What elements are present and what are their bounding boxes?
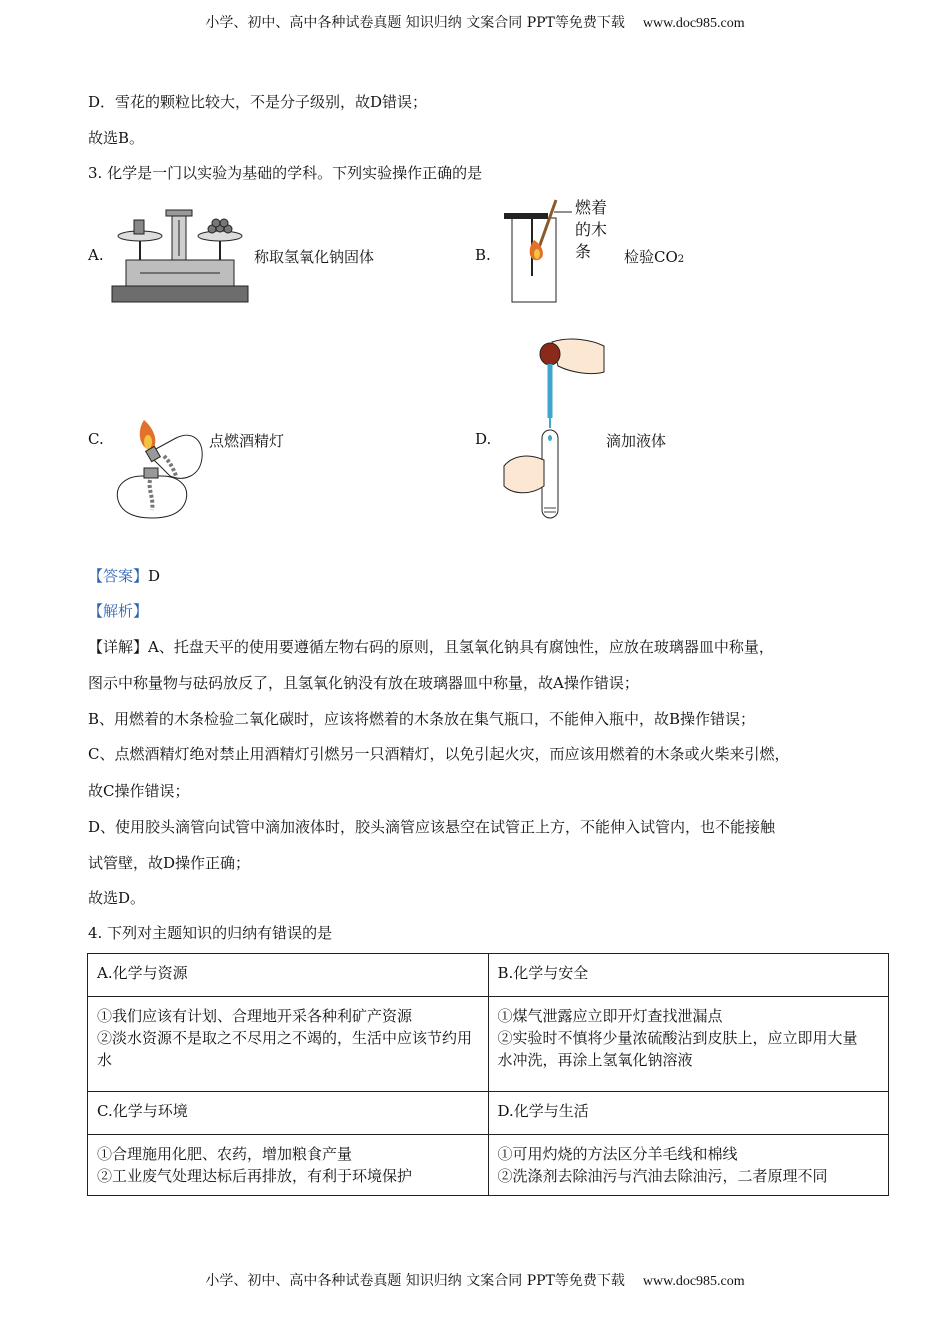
detail-line-5: 故C操作错误；: [88, 782, 190, 800]
header-text: 小学、初中、高中各种试卷真题 知识归纳 文案合同 PPT等免费下载: [205, 15, 625, 31]
list-item: ②洗涤剂去除油污与汽油去除油污，二者原理不同: [497, 1167, 828, 1185]
list-item: ①合理施用化肥、农药，增加粮食产量: [97, 1145, 353, 1163]
list-item: ①我们应该有计划、合理地开采各种利矿产资源: [97, 1007, 413, 1025]
dropper-figure: [500, 336, 610, 526]
detail-line-6: D、使用胶头滴管向试管中滴加液体时，胶头滴管应该悬空在试管正上方，不能伸入试管内，也不能接触: [88, 818, 776, 836]
burning-stick-label: [575, 197, 607, 263]
page-footer: [0, 1270, 950, 1290]
answer-value: D: [148, 567, 161, 585]
table-row: [88, 997, 889, 1092]
table-row: [88, 1135, 889, 1196]
list-item: ①可用灼烧的方法区分羊毛线和棉线: [497, 1145, 738, 1163]
caption-co: 检验CO: [624, 248, 678, 266]
answer-label: 【答案】: [88, 567, 149, 585]
detail-line-4: C、点燃酒精灯绝对禁止用酒精灯引燃另一只酒精灯，以免引起火灾，而应该用燃着的木条或火柴来引燃，: [88, 745, 790, 763]
detail-line-1: [88, 636, 774, 657]
detail-line-3: B、用燃着的木条检验二氧化碳时，应该将燃着的木条放在集气瓶口，不能伸入瓶中，故B操作错误；: [88, 710, 756, 728]
list-item: ②淡水资源不是取之不尽用之不竭的，生活中应该节约用水: [97, 1029, 473, 1069]
cell-b-items: [488, 997, 889, 1092]
q3-stem: 3. 化学是一门以实验为基础的学科。下列实验操作正确的是: [88, 164, 483, 182]
detail-line-8: 故选D。: [88, 889, 146, 907]
analysis-label: 【解析】: [88, 602, 149, 620]
q3-option-d-letter: D.: [475, 430, 492, 448]
cell-a-head: A.化学与资源: [88, 954, 489, 997]
detail-text-1: A、托盘天平的使用要遵循左物右码的原则，且氢氧化钠具有腐蚀性，应放在玻璃器皿中称量，: [148, 638, 774, 656]
prev-d-line: D．雪花的颗粒比较大，不是分子级别，故D错误；: [88, 93, 428, 111]
cell-c-items: [88, 1135, 489, 1196]
cell-d-head: D.化学与生活: [488, 1092, 889, 1135]
caption-subscript: 2: [677, 254, 685, 265]
detail-line-2: 图示中称量物与砝码放反了，且氢氧化钠没有放在玻璃器皿中称量，故A操作错误；: [88, 674, 639, 692]
balance-figure: [110, 208, 250, 304]
answer-row: [88, 565, 160, 586]
q3-option-b-caption: [624, 246, 684, 267]
q3-option-a-letter: A.: [88, 246, 104, 264]
q4-stem: 4. 下列对主题知识的归纳有错误的是: [88, 924, 333, 942]
detail-line-7: 试管壁，故D操作正确；: [88, 854, 251, 872]
q3-option-b-letter: B.: [475, 246, 491, 264]
cell-b-head: B.化学与安全: [488, 954, 889, 997]
footer-text: 小学、初中、高中各种试卷真题 知识归纳 文案合同 PPT等免费下载: [205, 1273, 625, 1289]
list-item: ②实验时不慎将少量浓硫酸沾到皮肤上，应立即用大量 水冲洗，再涂上氢氧化钠溶液: [497, 1029, 873, 1069]
table-row: [88, 1092, 889, 1135]
cell-c-head: C.化学与环境: [88, 1092, 489, 1135]
table-row: [88, 954, 889, 997]
q3-option-a-caption: 称取氢氧化钠固体: [254, 248, 375, 266]
detail-label: 【详解】: [88, 638, 149, 656]
footer-url[interactable]: www.doc985.com: [642, 1274, 745, 1289]
page-header: [0, 12, 950, 32]
cell-a-items: [88, 997, 489, 1092]
label-line-2: 的木: [575, 220, 608, 239]
header-url[interactable]: www.doc985.com: [642, 16, 745, 31]
prev-choose: 故选B。: [88, 129, 145, 147]
label-line-1: 燃着: [575, 198, 608, 217]
q4-summary-table: [87, 953, 889, 1196]
q3-option-c-caption: 点燃酒精灯: [209, 432, 285, 450]
q3-option-d-caption: 滴加液体: [606, 432, 667, 450]
list-item: ①煤气泄露应立即开灯查找泄漏点: [497, 1007, 723, 1025]
alcohol-lamp-figure: [104, 410, 214, 524]
cell-d-items: [488, 1135, 889, 1196]
list-item: ②工业废气处理达标后再排放，有利于环境保护: [97, 1167, 413, 1185]
q3-option-c-letter: C.: [88, 430, 104, 448]
label-line-3: 条: [575, 242, 592, 261]
